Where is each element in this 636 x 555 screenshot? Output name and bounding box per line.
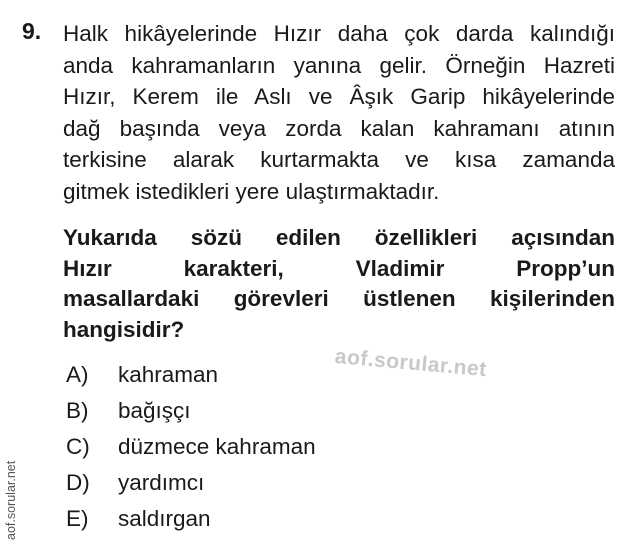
question-passage xyxy=(63,18,615,207)
watermark-side: aof.sorular.net xyxy=(4,460,18,540)
question-line: Yukarıda sözü edilen özellikleri açısından xyxy=(63,225,615,250)
option-text: kahraman xyxy=(118,362,219,387)
passage-line: anda kahramanların yanına gelir. Örneğin Hazreti xyxy=(63,52,615,78)
option-letter: C) xyxy=(66,434,90,459)
passage-line: dağ başında veya zorda kalan kahramanı atının xyxy=(63,115,615,141)
option-text: bağışçı xyxy=(118,398,191,423)
option-letter: B) xyxy=(66,398,89,423)
question-number: 9. xyxy=(22,18,42,44)
option-text: düzmece kahraman xyxy=(118,434,316,459)
passage-line: Hızır, Kerem ile Aslı ve Âşık Garip hikâyelerinde xyxy=(63,84,615,109)
question-line: masallardaki görevleri üstlenen kişilerinden xyxy=(63,286,615,311)
option-letter: D) xyxy=(66,470,90,495)
option-letter: A) xyxy=(66,362,89,387)
passage-line: terkisine alarak kurtarmakta ve kısa zamanda xyxy=(63,147,615,172)
option-text: yardımcı xyxy=(118,470,205,495)
question-line: hangisidir? xyxy=(63,316,185,342)
passage-line: Halk hikâyelerinde Hızır daha çok darda kalındığı xyxy=(63,21,615,46)
question-line: Hızır karakteri, Vladimir Propp’un xyxy=(63,255,615,281)
passage-line: gitmek istedikleri yere ulaştırmaktadır. xyxy=(63,178,440,204)
option-text: saldırgan xyxy=(118,506,211,531)
option-letter: E) xyxy=(66,506,89,531)
question-stem xyxy=(63,223,615,345)
watermark-center: aof.sorular.net xyxy=(333,345,488,382)
